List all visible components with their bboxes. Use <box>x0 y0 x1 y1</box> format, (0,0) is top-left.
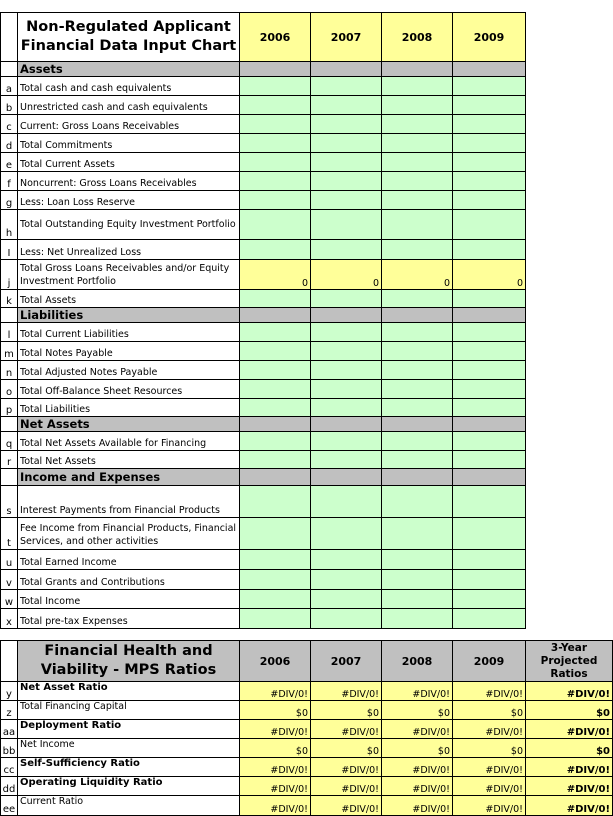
row-label: Total Grants and Contributions <box>18 570 240 590</box>
ratio-value: #DIV/0! <box>240 777 311 796</box>
row-label: Total Current Liabilities <box>18 323 240 342</box>
row-label: Total Notes Payable <box>18 342 240 361</box>
input-cell[interactable] <box>382 172 453 191</box>
projected-value: #DIV/0! <box>526 720 613 739</box>
ratio-year-header-2008: 2008 <box>382 641 453 682</box>
row-letter: a <box>1 77 18 96</box>
input-cell[interactable] <box>311 323 382 342</box>
table-row <box>1 96 526 115</box>
input-cell[interactable] <box>453 77 526 96</box>
input-cell[interactable] <box>311 172 382 191</box>
ratio-value: #DIV/0! <box>382 682 453 701</box>
input-cell[interactable] <box>311 432 382 451</box>
input-cell[interactable] <box>453 240 526 260</box>
row-letter: x <box>1 609 18 629</box>
input-cell[interactable] <box>453 590 526 609</box>
row-letter: z <box>1 701 18 720</box>
input-cell[interactable] <box>382 518 453 550</box>
ratio-value: #DIV/0! <box>382 758 453 777</box>
ratio-value: #DIV/0! <box>240 682 311 701</box>
table-row <box>1 380 526 399</box>
row-label: Total Adjusted Notes Payable <box>18 361 240 380</box>
section-spacer <box>1 62 18 77</box>
table-row <box>1 550 526 570</box>
computed-cell: 0 <box>453 260 526 290</box>
ratio-value: #DIV/0! <box>453 720 526 739</box>
ratio-year-header-2007: 2007 <box>311 641 382 682</box>
ratio-value: $0 <box>453 701 526 720</box>
table-row <box>1 720 613 739</box>
input-cell[interactable] <box>240 451 311 469</box>
input-cell[interactable] <box>382 210 453 240</box>
ratio-value: #DIV/0! <box>311 758 382 777</box>
input-cell[interactable] <box>240 609 311 629</box>
row-label: Net Income <box>18 739 240 758</box>
row-letter: s <box>1 486 18 518</box>
corner-cell <box>1 13 18 62</box>
row-letter: cc <box>1 758 18 777</box>
ratio-value: #DIV/0! <box>382 777 453 796</box>
section-spacer <box>1 308 18 323</box>
input-cell[interactable] <box>382 96 453 115</box>
input-cell[interactable] <box>453 115 526 134</box>
input-cell[interactable] <box>311 486 382 518</box>
input-cell[interactable] <box>311 153 382 172</box>
table-row <box>1 701 613 720</box>
row-letter: w <box>1 590 18 609</box>
row-label: Total Financing Capital <box>18 701 240 720</box>
input-cell[interactable] <box>453 210 526 240</box>
row-label: Total Gross Loans Receivables and/or Equity Investment Portfolio <box>18 260 240 290</box>
input-cell[interactable] <box>240 399 311 417</box>
input-cell[interactable] <box>240 590 311 609</box>
row-letter: I <box>1 240 18 260</box>
ratios-chart-title: Financial Health and Viability - MPS Ratios <box>18 641 240 682</box>
input-cell[interactable] <box>382 590 453 609</box>
ratio-value: #DIV/0! <box>240 758 311 777</box>
ratio-value: #DIV/0! <box>311 796 382 816</box>
input-cell[interactable] <box>453 96 526 115</box>
row-label: Total Income <box>18 590 240 609</box>
row-label: Fee Income from Financial Products, Financial Services, and other activities <box>18 518 240 550</box>
table-row <box>1 777 613 796</box>
table-row <box>1 77 526 96</box>
input-cell[interactable] <box>311 134 382 153</box>
table-row <box>1 518 526 550</box>
row-label: Total Earned Income <box>18 550 240 570</box>
input-cell[interactable] <box>382 342 453 361</box>
ratio-value: $0 <box>240 739 311 758</box>
computed-cell: 0 <box>240 260 311 290</box>
section-net-assets: Net Assets <box>18 417 240 432</box>
row-letter: u <box>1 550 18 570</box>
input-cell[interactable] <box>382 323 453 342</box>
projected-value: #DIV/0! <box>526 796 613 816</box>
row-label: Current Ratio <box>18 796 240 816</box>
input-cell[interactable] <box>240 240 311 260</box>
input-cell[interactable] <box>453 518 526 550</box>
row-label: Interest Payments from Financial Products <box>18 486 240 518</box>
row-letter: c <box>1 115 18 134</box>
input-cell[interactable] <box>453 342 526 361</box>
input-cell[interactable] <box>311 570 382 590</box>
table-row <box>1 134 526 153</box>
row-label: Total cash and cash equivalents <box>18 77 240 96</box>
input-cell[interactable] <box>382 570 453 590</box>
input-cell[interactable] <box>382 240 453 260</box>
input-cell[interactable] <box>382 134 453 153</box>
table-row <box>1 153 526 172</box>
ratio-value: #DIV/0! <box>240 720 311 739</box>
input-cell[interactable] <box>453 191 526 210</box>
table-row <box>1 323 526 342</box>
input-cell[interactable] <box>311 77 382 96</box>
ratio-value: #DIV/0! <box>311 720 382 739</box>
projected-value: $0 <box>526 739 613 758</box>
row-letter: g <box>1 191 18 210</box>
input-cell[interactable] <box>382 290 453 308</box>
input-cell[interactable] <box>240 342 311 361</box>
row-label: Operating Liquidity Ratio <box>18 777 240 796</box>
input-cell[interactable] <box>382 191 453 210</box>
input-cell[interactable] <box>382 486 453 518</box>
input-cell[interactable] <box>453 172 526 191</box>
ratio-value: #DIV/0! <box>240 796 311 816</box>
input-cell[interactable] <box>453 486 526 518</box>
table-row <box>1 260 526 290</box>
row-letter: b <box>1 96 18 115</box>
row-label: Total Assets <box>18 290 240 308</box>
row-label: Noncurrent: Gross Loans Receivables <box>18 172 240 191</box>
input-cell[interactable] <box>453 380 526 399</box>
row-label: Net Asset Ratio <box>18 682 240 701</box>
mps-ratios-chart <box>0 640 613 816</box>
section-assets: Assets <box>18 62 240 77</box>
row-letter: l <box>1 323 18 342</box>
input-cell[interactable] <box>311 518 382 550</box>
ratio-value: $0 <box>240 701 311 720</box>
table-row <box>1 609 526 629</box>
table-row <box>1 570 526 590</box>
input-cell[interactable] <box>382 451 453 469</box>
row-letter: bb <box>1 739 18 758</box>
input-cell[interactable] <box>453 323 526 342</box>
row-label: Total Commitments <box>18 134 240 153</box>
table-row <box>1 361 526 380</box>
ratio-year-header-2009: 2009 <box>453 641 526 682</box>
input-cell[interactable] <box>311 451 382 469</box>
input-cell[interactable] <box>240 570 311 590</box>
table-row <box>1 739 613 758</box>
input-cell[interactable] <box>240 486 311 518</box>
computed-cell: 0 <box>382 260 453 290</box>
row-letter: dd <box>1 777 18 796</box>
row-letter: d <box>1 134 18 153</box>
input-cell[interactable] <box>240 290 311 308</box>
input-cell[interactable] <box>453 361 526 380</box>
table-row <box>1 115 526 134</box>
year-header-2009: 2009 <box>453 13 526 62</box>
ratio-value: #DIV/0! <box>453 682 526 701</box>
input-cell[interactable] <box>453 432 526 451</box>
input-cell[interactable] <box>311 290 382 308</box>
table-row <box>1 290 526 308</box>
row-letter: f <box>1 172 18 191</box>
input-cell[interactable] <box>311 550 382 570</box>
input-cell[interactable] <box>240 518 311 550</box>
table-row <box>1 399 526 417</box>
row-letter: m <box>1 342 18 361</box>
input-cell[interactable] <box>240 115 311 134</box>
row-label: Unrestricted cash and cash equivalents <box>18 96 240 115</box>
input-cell[interactable] <box>453 153 526 172</box>
ratio-value: $0 <box>382 701 453 720</box>
input-cell[interactable] <box>240 96 311 115</box>
ratio-year-header-2006: 2006 <box>240 641 311 682</box>
ratio-value: #DIV/0! <box>311 777 382 796</box>
input-cell[interactable] <box>453 550 526 570</box>
row-label: Total Net Assets <box>18 451 240 469</box>
projected-value: $0 <box>526 701 613 720</box>
input-cell[interactable] <box>240 323 311 342</box>
projected-ratios-header: 3-Year Projected Ratios <box>526 641 613 682</box>
ratio-value: #DIV/0! <box>382 720 453 739</box>
input-cell[interactable] <box>240 134 311 153</box>
row-letter: p <box>1 399 18 417</box>
row-letter: aa <box>1 720 18 739</box>
input-cell[interactable] <box>453 609 526 629</box>
row-letter: q <box>1 432 18 451</box>
table-row <box>1 590 526 609</box>
input-cell[interactable] <box>311 361 382 380</box>
table-row <box>1 796 613 816</box>
row-letter: j <box>1 260 18 290</box>
row-label: Total Net Assets Available for Financing <box>18 432 240 451</box>
row-letter: h <box>1 210 18 240</box>
row-label: Total Liabilities <box>18 399 240 417</box>
input-cell[interactable] <box>453 134 526 153</box>
row-label: Current: Gross Loans Receivables <box>18 115 240 134</box>
row-letter: y <box>1 682 18 701</box>
projected-value: #DIV/0! <box>526 777 613 796</box>
row-letter: e <box>1 153 18 172</box>
input-cell[interactable] <box>382 361 453 380</box>
row-label: Total pre-tax Expenses <box>18 609 240 629</box>
input-cell[interactable] <box>311 210 382 240</box>
input-cell[interactable] <box>240 77 311 96</box>
table-row <box>1 758 613 777</box>
input-cell[interactable] <box>240 361 311 380</box>
input-cell[interactable] <box>382 550 453 570</box>
input-cell[interactable] <box>453 570 526 590</box>
year-header-2006: 2006 <box>240 13 311 62</box>
ratio-value: #DIV/0! <box>453 777 526 796</box>
input-cell[interactable] <box>382 399 453 417</box>
table-row <box>1 682 613 701</box>
input-cell[interactable] <box>240 550 311 570</box>
ratio-value: $0 <box>382 739 453 758</box>
input-cell[interactable] <box>311 609 382 629</box>
projected-value: #DIV/0! <box>526 758 613 777</box>
section-liabilities: Liabilities <box>18 308 240 323</box>
row-letter: t <box>1 518 18 550</box>
ratio-value: $0 <box>453 739 526 758</box>
input-cell[interactable] <box>240 172 311 191</box>
input-cell[interactable] <box>240 210 311 240</box>
computed-cell: 0 <box>311 260 382 290</box>
input-cell[interactable] <box>311 96 382 115</box>
input-cell[interactable] <box>240 432 311 451</box>
input-cell[interactable] <box>240 191 311 210</box>
input-cell[interactable] <box>453 399 526 417</box>
ratio-value: $0 <box>311 701 382 720</box>
input-chart-title: Non-Regulated Applicant Financial Data Input Chart <box>18 13 240 62</box>
row-letter: ee <box>1 796 18 816</box>
input-cell[interactable] <box>311 240 382 260</box>
input-cell[interactable] <box>311 191 382 210</box>
table-row <box>1 451 526 469</box>
row-label: Self-Sufficiency Ratio <box>18 758 240 777</box>
input-cell[interactable] <box>382 153 453 172</box>
financial-data-input-chart <box>0 12 526 629</box>
input-cell[interactable] <box>453 290 526 308</box>
row-label: Less: Loan Loss Reserve <box>18 191 240 210</box>
row-label: Deployment Ratio <box>18 720 240 739</box>
input-cell[interactable] <box>240 153 311 172</box>
row-letter: n <box>1 361 18 380</box>
ratio-value: #DIV/0! <box>453 758 526 777</box>
table-row <box>1 432 526 451</box>
section-income-expenses: Income and Expenses <box>18 469 240 486</box>
year-header-2007: 2007 <box>311 13 382 62</box>
section-spacer <box>1 417 18 432</box>
input-cell[interactable] <box>311 399 382 417</box>
input-cell[interactable] <box>311 115 382 134</box>
input-cell[interactable] <box>453 451 526 469</box>
input-cell[interactable] <box>382 432 453 451</box>
row-label: Total Off-Balance Sheet Resources <box>18 380 240 399</box>
input-cell[interactable] <box>382 77 453 96</box>
year-header-2008: 2008 <box>382 13 453 62</box>
table-row <box>1 210 526 240</box>
row-label: Total Current Assets <box>18 153 240 172</box>
input-cell[interactable] <box>382 380 453 399</box>
row-label: Less: Net Unrealized Loss <box>18 240 240 260</box>
input-cell[interactable] <box>311 342 382 361</box>
ratio-value: #DIV/0! <box>311 682 382 701</box>
row-label: Total Outstanding Equity Investment Portfolio <box>18 210 240 240</box>
table-row <box>1 486 526 518</box>
table-row <box>1 342 526 361</box>
table-row <box>1 240 526 260</box>
input-cell[interactable] <box>382 609 453 629</box>
input-cell[interactable] <box>382 115 453 134</box>
input-cell[interactable] <box>240 380 311 399</box>
row-letter: v <box>1 570 18 590</box>
section-spacer <box>1 469 18 486</box>
row-letter: o <box>1 380 18 399</box>
row-letter: r <box>1 451 18 469</box>
corner-cell <box>1 641 18 682</box>
ratio-value: #DIV/0! <box>382 796 453 816</box>
ratio-value: $0 <box>311 739 382 758</box>
input-cell[interactable] <box>311 590 382 609</box>
table-row <box>1 191 526 210</box>
projected-value: #DIV/0! <box>526 682 613 701</box>
row-letter: k <box>1 290 18 308</box>
ratio-value: #DIV/0! <box>453 796 526 816</box>
input-cell[interactable] <box>311 380 382 399</box>
table-row <box>1 172 526 191</box>
